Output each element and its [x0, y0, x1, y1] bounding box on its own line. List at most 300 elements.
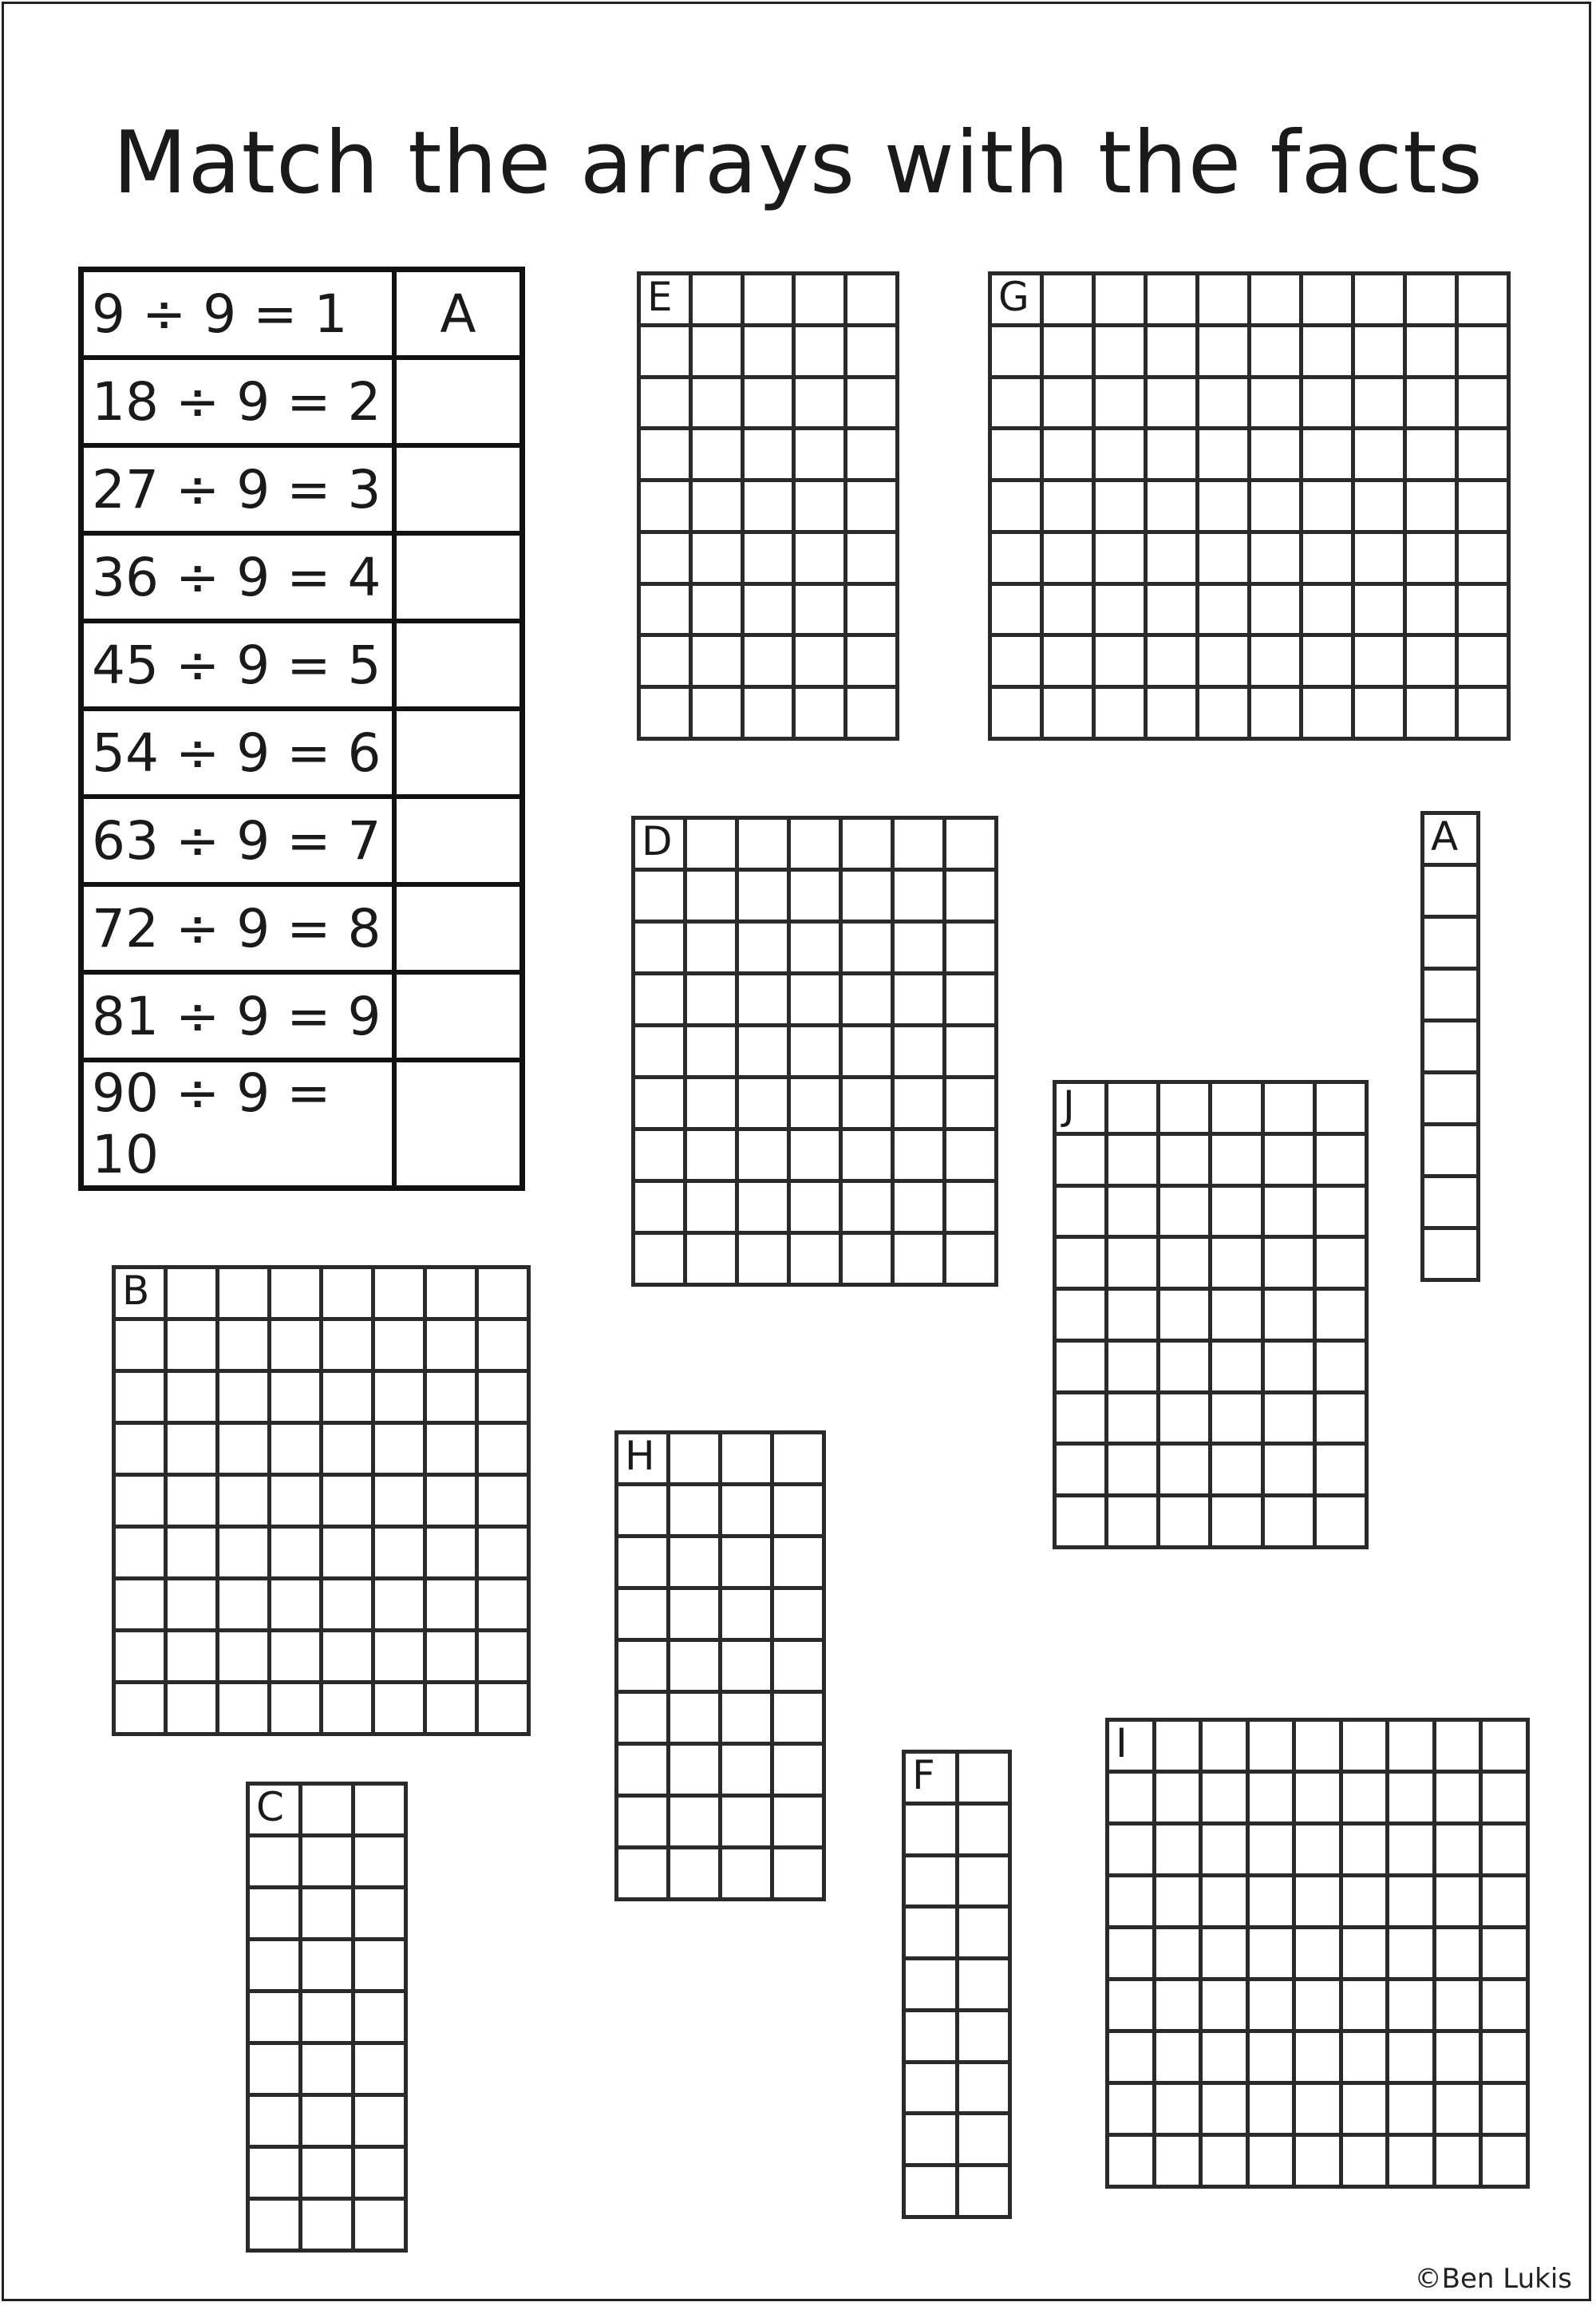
array-cell: [1265, 1446, 1317, 1497]
array-cell: [796, 534, 847, 586]
array-cell: [323, 1425, 375, 1477]
array-cell: [1057, 1188, 1108, 1240]
array-cell: [1265, 1343, 1317, 1394]
array-cell: [745, 379, 796, 431]
array-cell: [722, 1849, 774, 1901]
array-cell: [774, 1694, 826, 1746]
array-cell: [687, 1027, 739, 1079]
array-cell: [635, 924, 687, 975]
array-cell: [1212, 1239, 1264, 1291]
array-cell: [271, 1373, 323, 1425]
array-cell: [1407, 637, 1459, 689]
array-cell: [774, 1849, 826, 1901]
array-cell: [479, 1373, 531, 1425]
array-cell: [219, 1580, 271, 1632]
array-label: F: [912, 1752, 935, 1798]
array-cell: [302, 1837, 355, 1889]
array-cell: [992, 379, 1044, 431]
array-cell: [843, 1131, 895, 1183]
array-cell: [1355, 586, 1407, 638]
array-cell: [1156, 2085, 1203, 2137]
array-cell: [774, 1746, 826, 1798]
array-cell: [1483, 2033, 1530, 2085]
fact-cell: 90 ÷ 9 = 10: [81, 1060, 395, 1189]
array-cell: [1096, 379, 1148, 431]
array-cell: [1109, 1929, 1156, 1981]
array-cell: [641, 534, 693, 586]
array-cell: [1109, 2085, 1156, 2137]
array-cell: [906, 2064, 959, 2116]
array-label: C: [256, 1784, 284, 1830]
array-cell: [1096, 586, 1148, 638]
fact-cell: 9 ÷ 9 = 1: [81, 270, 395, 358]
array-cell: [1160, 1084, 1212, 1136]
array-cell: [1096, 482, 1148, 534]
array-cell: [670, 1538, 722, 1590]
array-i: [1105, 1718, 1530, 2189]
array-cell: [1436, 2085, 1483, 2137]
array-cell: [1044, 689, 1096, 741]
array-cell: [946, 872, 998, 924]
array-cell: [116, 1425, 168, 1477]
array-cell: [687, 1079, 739, 1131]
array-cell: [722, 1590, 774, 1642]
array-cell: [739, 1131, 791, 1183]
array-cell: [1109, 1877, 1156, 1929]
array-d: [631, 816, 998, 1287]
array-cell: [1251, 379, 1303, 431]
array-cell: [1057, 1136, 1108, 1188]
array-cell: [219, 1269, 271, 1321]
array-cell: [1096, 637, 1148, 689]
array-cell: [1203, 1774, 1250, 1825]
array-cell: [843, 1183, 895, 1235]
array-cell: [1317, 1394, 1369, 1446]
array-cell: [1203, 1722, 1250, 1774]
array-cell: [1436, 1722, 1483, 1774]
array-cell: [1044, 327, 1096, 379]
array-cell: [847, 379, 899, 431]
array-cell: [1044, 586, 1096, 638]
array-cell: [722, 1434, 774, 1486]
array-cell: [796, 327, 847, 379]
array-cell: [250, 1889, 302, 1941]
array-cell: [1459, 586, 1511, 638]
array-cell: [219, 1684, 271, 1736]
array-cell: [355, 1837, 408, 1889]
array-cell: [1108, 1343, 1160, 1394]
array-cell: [843, 975, 895, 1027]
array-cell: [1407, 379, 1459, 431]
array-cell: [1148, 327, 1199, 379]
array-cell: [1108, 1188, 1160, 1240]
array-cell: [323, 1580, 375, 1632]
array-cell: [250, 1941, 302, 1993]
array-cell: [1303, 430, 1355, 482]
array-cell: [1250, 1722, 1297, 1774]
array-cell: [1199, 534, 1251, 586]
array-cell: [722, 1694, 774, 1746]
array-cell: [1160, 1188, 1212, 1240]
array-cell: [168, 1477, 219, 1529]
array-cell: [1317, 1239, 1369, 1291]
array-cell: [1343, 1722, 1390, 1774]
array-cell: [1212, 1497, 1264, 1549]
array-cell: [946, 1079, 998, 1131]
answer-cell[interactable]: [394, 1060, 523, 1189]
array-cell: [479, 1425, 531, 1477]
array-cell: [1424, 1126, 1480, 1178]
array-cell: [1096, 275, 1148, 327]
array-cell: [1459, 379, 1511, 431]
array-cell: [739, 1235, 791, 1287]
array-cell: [427, 1477, 479, 1529]
array-cell: [1199, 689, 1251, 741]
array-cell: [302, 1993, 355, 2045]
array-cell: [250, 2045, 302, 2097]
array-cell: [1424, 919, 1480, 971]
array-cell: [116, 1684, 168, 1736]
array-cell: [739, 872, 791, 924]
array-cell: [641, 637, 693, 689]
array-cell: [1459, 689, 1511, 741]
array-cell: [1317, 1497, 1369, 1549]
array-cell: [895, 1079, 946, 1131]
array-label: I: [1116, 1720, 1128, 1766]
array-cell: [479, 1580, 531, 1632]
array-cell: [774, 1798, 826, 1849]
array-cell: [1251, 534, 1303, 586]
array-cell: [1407, 689, 1459, 741]
array-cell: [1203, 1929, 1250, 1981]
array-g: [988, 271, 1511, 741]
array-cell: [618, 1798, 670, 1849]
array-cell: [906, 2167, 959, 2219]
array-cell: [375, 1269, 427, 1321]
array-cell: [1109, 1981, 1156, 2033]
array-cell: [219, 1321, 271, 1373]
array-cell: [1044, 482, 1096, 534]
array-cell: [168, 1425, 219, 1477]
array-cell: [1343, 1981, 1390, 2033]
array-cell: [479, 1632, 531, 1684]
fact-row: [81, 358, 523, 445]
array-cell: [959, 1806, 1013, 1857]
array-cell: [323, 1373, 375, 1425]
array-cell: [774, 1642, 826, 1694]
array-cell: [895, 872, 946, 924]
array-cell: [641, 430, 693, 482]
array-cell: [670, 1849, 722, 1901]
array-cell: [1343, 1877, 1390, 1929]
array-cell: [791, 1027, 843, 1079]
array-cell: [1343, 1825, 1390, 1877]
array-cell: [1251, 586, 1303, 638]
array-cell: [427, 1321, 479, 1373]
array-cell: [641, 327, 693, 379]
array-cell: [250, 1837, 302, 1889]
array-cell: [722, 1798, 774, 1849]
array-cell: [1436, 1825, 1483, 1877]
array-cell: [1148, 379, 1199, 431]
answer-cell[interactable]: A: [394, 270, 523, 358]
array-cell: [1296, 2085, 1343, 2137]
array-cell: [1108, 1239, 1160, 1291]
array-cell: [1317, 1446, 1369, 1497]
answer-cell[interactable]: [394, 884, 523, 972]
array-cell: [1424, 1178, 1480, 1230]
array-cell: [791, 872, 843, 924]
array-cell: [618, 1538, 670, 1590]
array-cell: [670, 1694, 722, 1746]
array-cell: [745, 430, 796, 482]
array-cell: [355, 2097, 408, 2149]
array-cell: [1096, 430, 1148, 482]
array-cell: [1057, 1394, 1108, 1446]
array-cell: [687, 872, 739, 924]
array-cell: [959, 2012, 1013, 2064]
array-cell: [906, 1754, 959, 1806]
array-cell: [1203, 1877, 1250, 1929]
array-cell: [1251, 275, 1303, 327]
array-cell: [843, 820, 895, 872]
array-cell: [302, 2201, 355, 2253]
array-cell: [635, 1131, 687, 1183]
array-cell: [1317, 1084, 1369, 1136]
array-cell: [635, 1183, 687, 1235]
array-cell: [271, 1529, 323, 1580]
array-cell: [168, 1373, 219, 1425]
array-cell: [1317, 1136, 1369, 1188]
array-cell: [739, 1183, 791, 1235]
array-cell: [1108, 1136, 1160, 1188]
worksheet-title: Match the arrays with the facts: [113, 113, 1483, 214]
array-cell: [1355, 637, 1407, 689]
array-cell: [271, 1269, 323, 1321]
array-cell: [959, 2064, 1013, 2116]
array-cell: [1057, 1084, 1108, 1136]
array-cell: [1424, 971, 1480, 1022]
array-cell: [1343, 2033, 1390, 2085]
array-cell: [618, 1694, 670, 1746]
array-cell: [693, 586, 745, 638]
array-cell: [375, 1425, 427, 1477]
array-cell: [271, 1321, 323, 1373]
array-b: [112, 1265, 531, 1736]
array-cell: [116, 1373, 168, 1425]
array-cell: [1389, 1722, 1436, 1774]
array-cell: [1424, 1074, 1480, 1126]
array-cell: [375, 1321, 427, 1373]
array-cell: [1212, 1291, 1264, 1343]
answer-cell[interactable]: [394, 445, 523, 533]
answer-cell[interactable]: [394, 358, 523, 445]
array-cell: [791, 1131, 843, 1183]
array-cell: [959, 1754, 1013, 1806]
array-cell: [1296, 1825, 1343, 1877]
array-cell: [1407, 534, 1459, 586]
array-cell: [946, 1027, 998, 1079]
array-cell: [1096, 534, 1148, 586]
array-cell: [1296, 1722, 1343, 1774]
array-cell: [1096, 327, 1148, 379]
array-cell: [906, 2012, 959, 2064]
array-cell: [959, 1960, 1013, 2012]
array-cell: [1148, 534, 1199, 586]
array-cell: [375, 1373, 427, 1425]
array-cell: [847, 327, 899, 379]
array-cell: [1160, 1136, 1212, 1188]
array-cell: [427, 1580, 479, 1632]
answer-cell[interactable]: [394, 533, 523, 621]
fact-row: [81, 1060, 523, 1189]
array-cell: [687, 1183, 739, 1235]
answer-cell[interactable]: [394, 621, 523, 709]
array-cell: [1148, 430, 1199, 482]
array-cell: [687, 820, 739, 872]
array-cell: [843, 872, 895, 924]
answer-cell[interactable]: [394, 709, 523, 797]
array-cell: [1483, 1929, 1530, 1981]
array-cell: [635, 1079, 687, 1131]
array-cell: [1156, 1981, 1203, 2033]
array-cell: [1459, 482, 1511, 534]
fact-row: [81, 709, 523, 797]
fact-cell: 27 ÷ 9 = 3: [81, 445, 395, 533]
array-cell: [1199, 482, 1251, 534]
array-cell: [116, 1580, 168, 1632]
array-cell: [1343, 1929, 1390, 1981]
answer-cell[interactable]: [394, 972, 523, 1060]
array-cell: [302, 1786, 355, 1837]
array-cell: [1407, 275, 1459, 327]
array-cell: [1303, 637, 1355, 689]
array-cell: [791, 1183, 843, 1235]
array-cell: [1044, 379, 1096, 431]
array-cell: [219, 1477, 271, 1529]
array-cell: [722, 1746, 774, 1798]
array-cell: [1160, 1291, 1212, 1343]
array-cell: [168, 1632, 219, 1684]
array-label: D: [642, 818, 673, 864]
array-cell: [641, 689, 693, 741]
array-cell: [687, 924, 739, 975]
array-cell: [1355, 275, 1407, 327]
array-cell: [1424, 1230, 1480, 1282]
fact-row: [81, 972, 523, 1060]
array-cell: [959, 2115, 1013, 2167]
array-cell: [618, 1642, 670, 1694]
array-cell: [1251, 689, 1303, 741]
answer-cell[interactable]: [394, 797, 523, 884]
array-cell: [992, 637, 1044, 689]
array-cell: [302, 1941, 355, 1993]
array-cell: [843, 1079, 895, 1131]
array-cell: [992, 534, 1044, 586]
array-cell: [895, 820, 946, 872]
array-cell: [791, 975, 843, 1027]
array-label: J: [1063, 1082, 1075, 1129]
array-cell: [670, 1642, 722, 1694]
array-cell: [1459, 327, 1511, 379]
array-cell: [1109, 1722, 1156, 1774]
array-cell: [323, 1529, 375, 1580]
array-cell: [1483, 2085, 1530, 2137]
array-cell: [1303, 482, 1355, 534]
array-cell: [1212, 1188, 1264, 1240]
array-cell: [1265, 1239, 1317, 1291]
fact-row: [81, 797, 523, 884]
array-cell: [375, 1529, 427, 1580]
array-cell: [1459, 430, 1511, 482]
array-cell: [1212, 1136, 1264, 1188]
array-cell: [1250, 1981, 1297, 2033]
array-cell: [796, 379, 847, 431]
array-cell: [1199, 379, 1251, 431]
array-cell: [323, 1477, 375, 1529]
array-cell: [116, 1529, 168, 1580]
array-cell: [641, 482, 693, 534]
array-cell: [250, 2201, 302, 2253]
array-cell: [271, 1425, 323, 1477]
array-cell: [635, 975, 687, 1027]
array-cell: [1389, 1774, 1436, 1825]
array-cell: [895, 1235, 946, 1287]
array-cell: [427, 1269, 479, 1321]
array-cell: [1057, 1239, 1108, 1291]
array-cell: [1355, 482, 1407, 534]
array-cell: [670, 1590, 722, 1642]
fact-cell: 18 ÷ 9 = 2: [81, 358, 395, 445]
array-cell: [1303, 534, 1355, 586]
array-cell: [946, 1183, 998, 1235]
array-cell: [906, 1806, 959, 1857]
array-e: [637, 271, 899, 741]
array-cell: [1296, 2033, 1343, 2085]
array-cell: [1212, 1394, 1264, 1446]
array-cell: [959, 1857, 1013, 1909]
array-cell: [1436, 2033, 1483, 2085]
array-cell: [1148, 586, 1199, 638]
array-cell: [1160, 1394, 1212, 1446]
array-cell: [323, 1632, 375, 1684]
array-cell: [693, 275, 745, 327]
array-cell: [745, 327, 796, 379]
array-cell: [116, 1632, 168, 1684]
array-cell: [1057, 1497, 1108, 1549]
array-cell: [745, 534, 796, 586]
array-cell: [739, 820, 791, 872]
array-cell: [1148, 689, 1199, 741]
array-cell: [355, 1941, 408, 1993]
array-cell: [618, 1590, 670, 1642]
array-cell: [1343, 2137, 1390, 2189]
array-cell: [1156, 1929, 1203, 1981]
array-cell: [1250, 1929, 1297, 1981]
array-cell: [1156, 1877, 1203, 1929]
array-cell: [479, 1321, 531, 1373]
array-cell: [992, 275, 1044, 327]
array-label: A: [1431, 813, 1459, 860]
array-cell: [1156, 2137, 1203, 2189]
array-cell: [906, 2115, 959, 2167]
array-cell: [1160, 1239, 1212, 1291]
array-f: [902, 1750, 1012, 2219]
array-cell: [791, 924, 843, 975]
array-cell: [1436, 2137, 1483, 2189]
array-cell: [745, 586, 796, 638]
array-cell: [946, 820, 998, 872]
